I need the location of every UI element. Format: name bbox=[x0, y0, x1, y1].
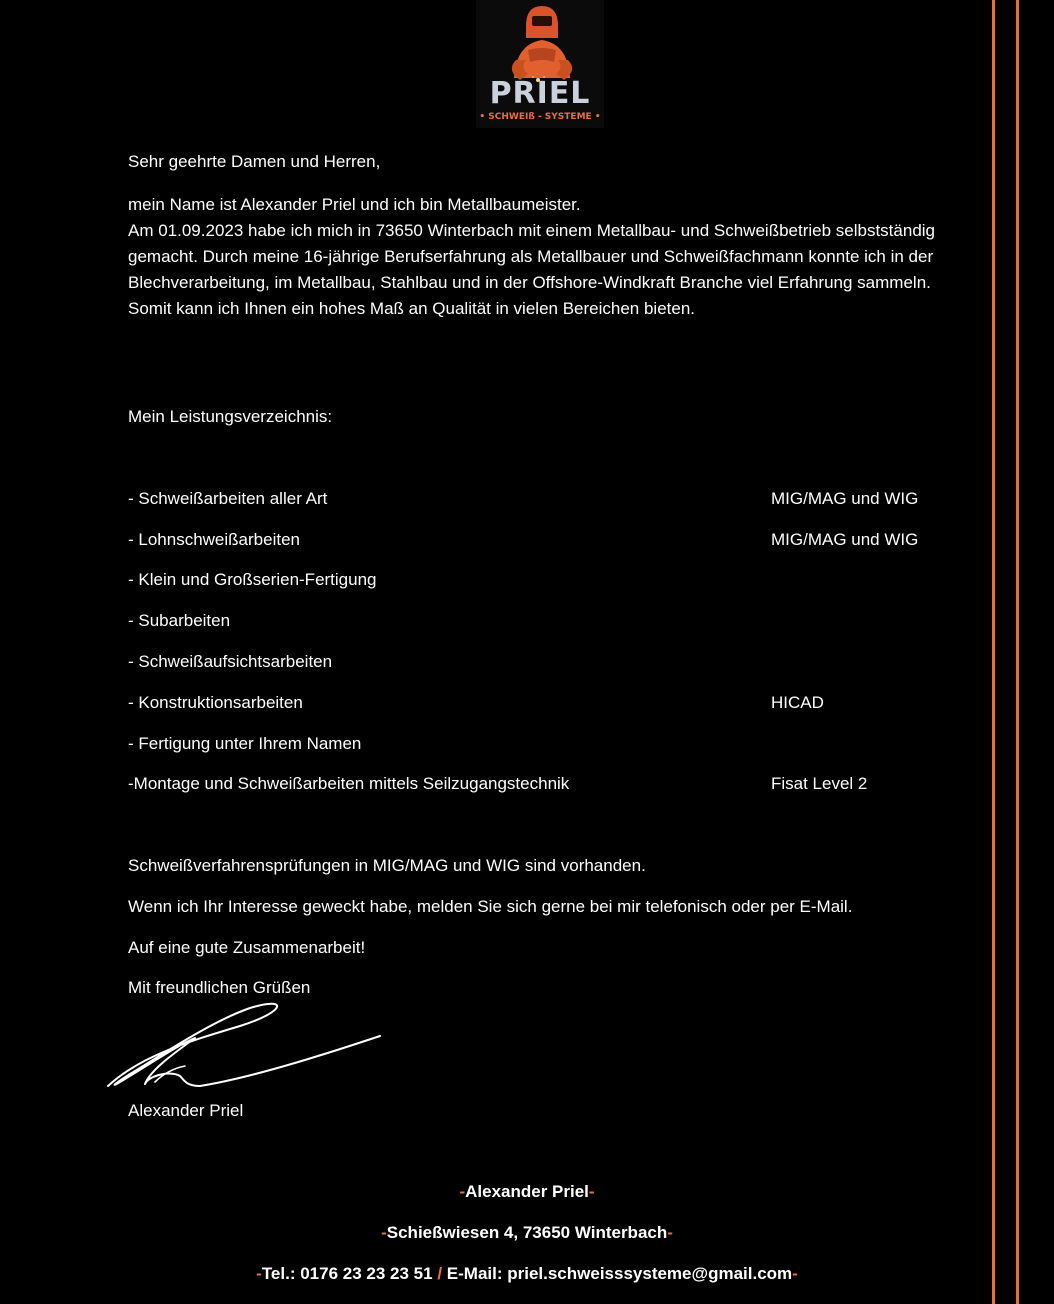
footer-name bbox=[0, 1179, 1054, 1205]
accent-line-left bbox=[992, 0, 995, 1304]
service-item bbox=[128, 731, 948, 757]
service-item bbox=[128, 649, 948, 675]
service-name: - Lohnschweißarbeiten bbox=[128, 530, 300, 549]
service-name: - Konstruktionsarbeiten bbox=[128, 693, 303, 712]
intro-line: mein Name ist Alexander Priel und ich bin Metallbaumeister. bbox=[128, 195, 581, 214]
accent-line-right bbox=[1016, 0, 1019, 1304]
footer-dash: - bbox=[381, 1223, 387, 1242]
footer-dash: - bbox=[459, 1182, 466, 1201]
footer-contact bbox=[0, 1261, 1054, 1287]
footer-dash: - bbox=[792, 1264, 798, 1283]
service-name: - Subarbeiten bbox=[128, 611, 231, 630]
signer-name: Alexander Priel bbox=[128, 1101, 244, 1120]
footer-name-text: Alexander Priel bbox=[465, 1182, 589, 1201]
service-item bbox=[128, 567, 948, 593]
intro-paragraph bbox=[128, 192, 948, 322]
service-name: - Fertigung unter Ihrem Namen bbox=[128, 734, 362, 753]
footer-phone: Tel.: 0176 23 23 23 51 bbox=[261, 1264, 433, 1283]
service-item bbox=[128, 527, 948, 553]
service-note: MIG/MAG und WIG bbox=[771, 530, 919, 549]
service-note: HICAD bbox=[771, 693, 824, 712]
intro-line: Am 01.09.2023 habe ich mich in 73650 Winterbach mit einem Metallbau- und Schweißbetrieb selbstständig gemacht. Durch meine 16-jährige Berufserfahrung als Metallbauer und Schweißfachmann konnte ich in der Blechverarbeitung, im Metallbau, Stahlbau und in der Offshore-Windkraft Branche viel Erfahrung sammeln. bbox=[128, 221, 936, 292]
services-heading: Mein Leistungsverzeichnis: bbox=[128, 407, 333, 426]
service-item bbox=[128, 771, 948, 797]
footer-address-text: Schießwiesen 4, 73650 Winterbach bbox=[386, 1223, 668, 1242]
service-name: - Schweißarbeiten aller Art bbox=[128, 489, 328, 508]
logo-tagline: • SCHWEIß - SYSTEME • bbox=[479, 112, 601, 122]
logo-wordmark: PRIEL bbox=[489, 76, 591, 111]
service-item bbox=[128, 608, 948, 634]
service-name: - Schweißaufsichtsarbeiten bbox=[128, 652, 333, 671]
intro-line: Somit kann ich Ihnen ein hohes Maß an Qualität in vielen Bereichen bieten. bbox=[128, 299, 696, 318]
service-note: Fisat Level 2 bbox=[771, 774, 868, 793]
handwritten-signature bbox=[100, 996, 400, 1101]
salutation: Sehr geehrte Damen und Herren, bbox=[128, 152, 381, 171]
footer-address bbox=[0, 1220, 1054, 1246]
company-logo bbox=[476, 0, 604, 128]
footer-dash: - bbox=[256, 1264, 262, 1283]
footer-dash: - bbox=[588, 1182, 595, 1201]
service-name: - Klein und Großserien-Fertigung bbox=[128, 570, 377, 589]
closing-regards: Mit freundlichen Grüßen bbox=[128, 978, 311, 997]
service-name: -Montage und Schweißarbeiten mittels Seilzugangstechnik bbox=[128, 774, 570, 793]
service-item bbox=[128, 486, 948, 512]
service-note: MIG/MAG und WIG bbox=[771, 489, 919, 508]
service-item bbox=[128, 690, 948, 716]
contact-request: Wenn ich Ihr Interesse geweckt habe, melden Sie sich gerne bei mir telefonisch oder per E-Mail. bbox=[128, 897, 853, 916]
footer-email: E-Mail: priel.schweisssysteme@gmail.com bbox=[446, 1264, 793, 1283]
closing-wish: Auf eine gute Zusammenarbeit! bbox=[128, 938, 366, 957]
footer-dash: - bbox=[667, 1223, 673, 1242]
certification-note: Schweißverfahrensprüfungen in MIG/MAG und WIG sind vorhanden. bbox=[128, 856, 646, 875]
footer-separator: / bbox=[437, 1264, 443, 1283]
